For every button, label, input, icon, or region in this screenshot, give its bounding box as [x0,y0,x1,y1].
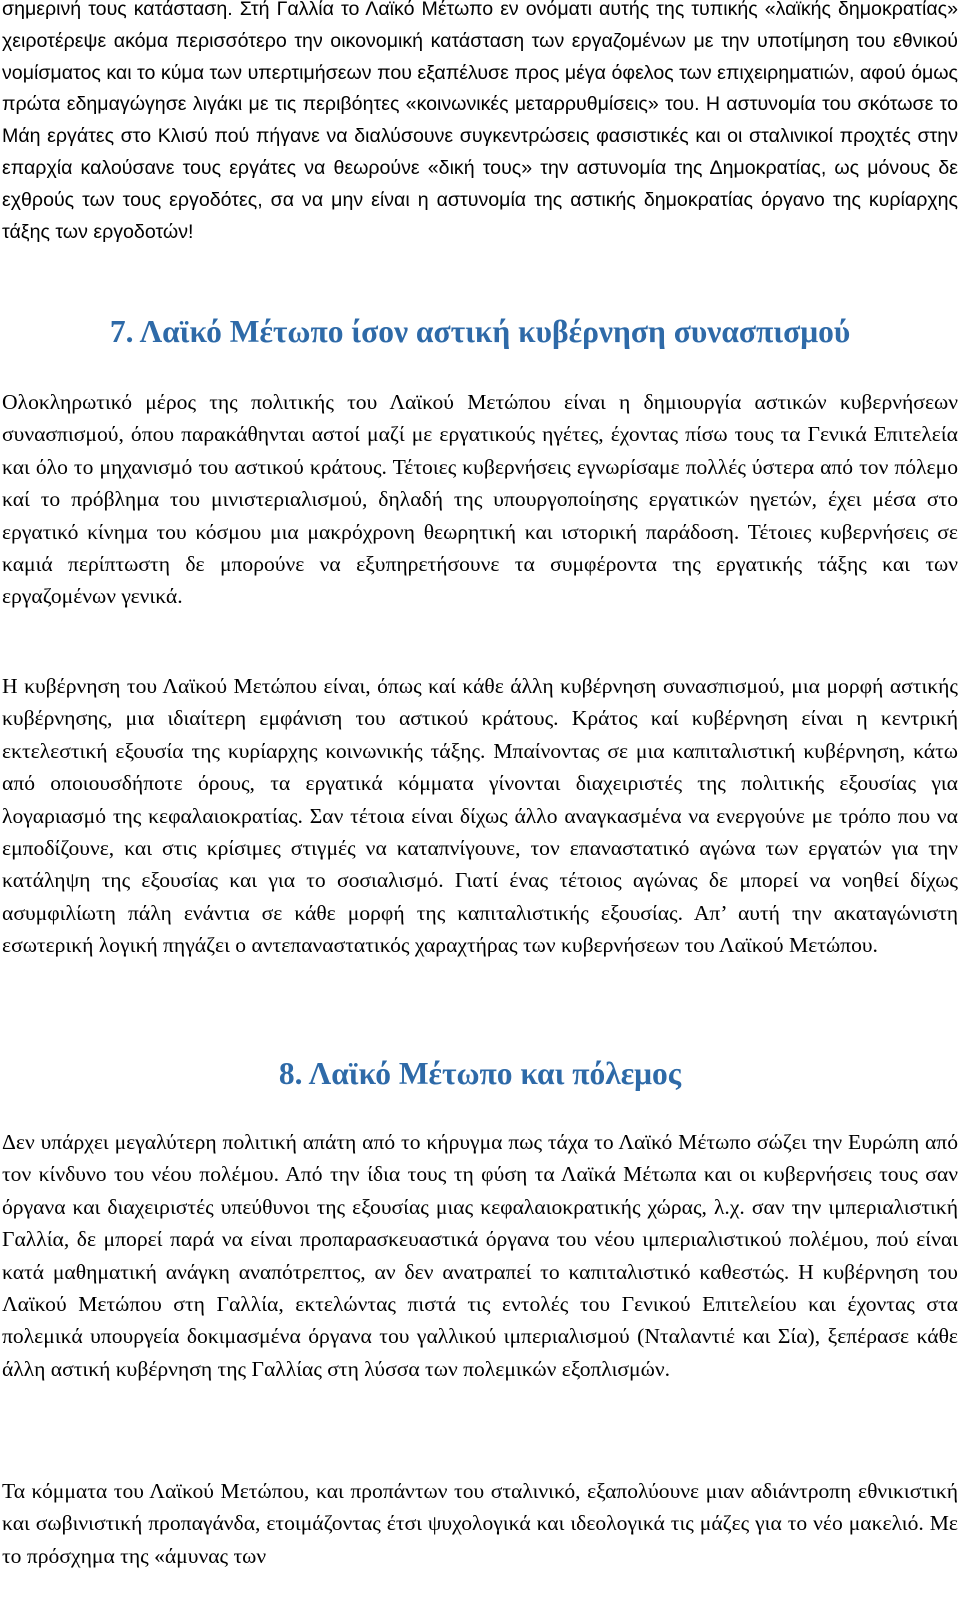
section-8-paragraph-2: Τα κόμματα του Λαϊκού Μετώπου, και προπάντων του σταλινικό, εξαπολύουνε μιαν αδιάντροπη εθνικιστική και σωβινιστική προπαγάνδα, ετοιμάζοντας έτσι ψυχολογικά και ιδεολογικά τις μάζες για το νέο μακελιό. Με το πρόσχημα της «άμυνας των [2,1479,958,1568]
section-8-paragraph-1: Δεν υπάρχει μεγαλύτερη πολιτική απάτη από το κήρυγμα πως τάχα το Λαϊκό Μέτωπο σώζει την Ευρώπη από τον κίνδυνο του νέου πολέμου. Από την ίδια τους τη φύση τα Λαϊκά Μέτωπα και οι κυβερνήσεις τους σαν όργανα και διαχειριστές υπεύθυνοι της εξουσίας μιας κεφαλαιοκρατικής χώρας, λ.χ. σαν την ιμπεριαλιστική Γαλλία, δε μπορεί παρά να είναι προπαρασκευαστικά όργανα του νέου ιμπεριαλιστικού πολέμου, πού είναι κατά μαθηματική ανάγκη αναπότρεπτος, αν δεν ανατραπεί το καπιταλιστικό καθεστώς. Η κυβέρνηση του Λαϊκού Μετώπου στη Γαλλία, εκτελώντας πιστά τις εντολές του Γενικού Επιτελείου και έχοντας στα πολεμικά υπουργεία δοκιμασμένα όργανα του γαλλικού ιμπεριαλισμού (Νταλαντιέ και Σία), ξεπέρασε κάθε άλλη αστική κυβέρνηση της Γαλλίας στη λύσσα των πολεμικών εξοπλισμών. [2,1130,958,1381]
section-7-paragraph-1: Ολοκληρωτικό μέρος της πολιτικής του Λαϊκού Μετώπου είναι η δημιουργία αστικών κυβερνήσεων συνασπισμού, όπου παρακάθηνται αστοί μαζί με εργατικούς ηγέτες, έχοντας πίσω τους τα Γενικά Επιτελεία και όλο το μηχανισμό του αστικού κράτους. Τέτοιες κυβερνήσεις εγνωρίσαμε πολλές ύστερα από τον πόλεμο καί το πρόβλημα του μινιστεριαλισμού, δηλαδή της υπουργοποίησης εργατικών ηγετών, έχει μέσα στο εργατικό κίνημα του κόσμου μια μακρόχρονη θεωρητική και ιστορική παράδοση. Τέτοιες κυβερνήσεις σε καμιά περίπτωστη δε μπορούνε να εξυπηρετήσουνε τα συμφέροντα της εργατικής τάξης και των εργαζομένων γενικά. [2,390,958,609]
section-8-heading: 8. Λαϊκό Μέτωπο και πόλεμος [278,1056,682,1091]
intro-paragraph: σημερινή τους κατάσταση. Στή Γαλλία το Λαϊκό Μέτωπο εν ονόματι αυτής της τυπικής «λαϊκής δημοκρατίας» χειροτέρεψε ακόμα περισσότερο την οικονομική κατάσταση των εργαζομένων με την υποτίμηση του εθνικού νομίσματος και το κύμα των υπερτιμήσεων που εξαπέλυσε προς μέγα όφελος των επιχειρηματιών, αφού όμως πρώτα εδημαγώγησε λιγάκι με τις περιβόητες «κοινωνικές μεταρρυθμίσεις» του. Η αστυνομία του σκότωσε το Μάη εργάτες στο Κλισύ πού πήγανε να διαλύσουνε συγκεντρώσεις φασιστικές και οι σταλινικοί προχτές στην επαρχία καλούσανε τους εργάτες να θεωρούνε «δική τους» την αστυνομία της Δημοκρατίας, ως μόνους δε εχθρούς των τους εργοδότες, σα να μην είναι η αστυνομία της αστικής δημοκρατίας όργανο της κυρίαρχης τάξης των εργοδοτών! [2,0,958,243]
section-7-heading: 7. Λαϊκό Μέτωπο ίσον αστική κυβέρνηση συνασπισμού [109,314,851,349]
section-7-paragraph-2: Η κυβέρνηση του Λαϊκού Μετώπου είναι, όπως καί κάθε άλλη κυβέρνηση συνασπισμού, μια μορφή αστικής κυβέρνησης, μια ιδιαίτερη εμφάνιση του αστικού κράτους. Κράτος καί κυβέρνηση είναι η κεντρική εκτελεστική εξουσία της κυρίαρχης κοινωνικής τάξης. Μπαίνοντας σε μια καπιταλιστική κυβέρνηση, κάτω από οποιουσδήποτε όρους, τα εργατικά κόμματα γίνονται διαχειριστές της πολιτικής εξουσίας για λογαριασμό της κεφαλαιοκρατίας. Σαν τέτοια είναι δίχως άλλο αναγκασμένα να ενεργούνε με τρόπο που να εμποδίζουνε, και στις κρίσιμες στιγμές να καταπνίγουνε, τον επαναστατικό αγώνα των εργατών για την κατάληψη της εξουσίας και για το σοσιαλισμό. Γιατί ένας τέτοιος αγώνας δε μπορεί να νοηθεί δίχως ασυμφιλίωτη πάλη ενάντια σε κάθε μορφή της καπιταλιστικής εξουσίας. Απ’ αυτή την ακαταγώνιστη εσωτερική λογική πηγάζει ο αντεπαναστατικός χαραχτήρας των κυβερνήσεων του Λαϊκού Μετώπου. [2,674,958,958]
